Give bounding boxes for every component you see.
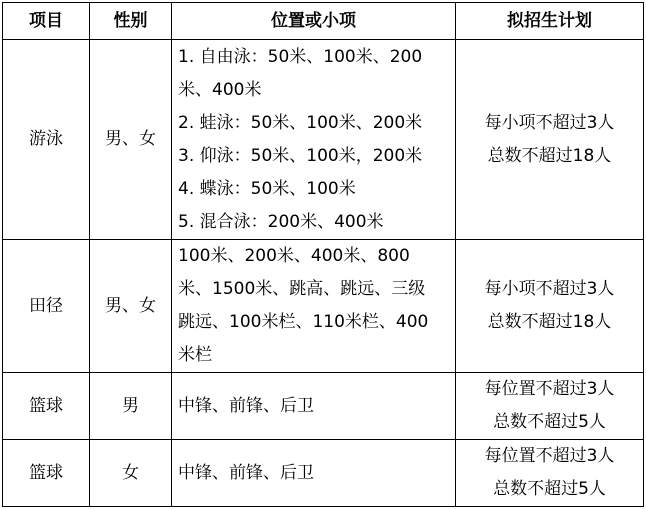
position-line: 米、400米 bbox=[178, 79, 262, 100]
plan-line: 总数不超过5人 bbox=[493, 479, 606, 499]
position-line: 3. 仰泳：50米、100米，200米 bbox=[178, 145, 423, 166]
plan-line: 每小项不超过3人 bbox=[484, 112, 615, 133]
table-row bbox=[3, 440, 644, 507]
plan-line: 每位置不超过3人 bbox=[484, 446, 615, 466]
positions-cell bbox=[172, 240, 456, 373]
table-row bbox=[3, 40, 644, 240]
position-line: 1. 自由泳：50米、100米、200 bbox=[178, 46, 423, 67]
position-line: 中锋、前锋、后卫 bbox=[178, 395, 314, 416]
plan-line: 总数不超过18人 bbox=[487, 312, 612, 332]
table-row bbox=[3, 240, 644, 373]
position-line: 4. 蝶泳：50米、100米 bbox=[178, 178, 356, 199]
project-cell: 篮球 bbox=[3, 373, 90, 440]
project-cell: 篮球 bbox=[3, 440, 90, 507]
gender-cell: 男 bbox=[90, 373, 172, 440]
plan-cell bbox=[456, 373, 644, 440]
plan-line: 每小项不超过3人 bbox=[484, 279, 615, 299]
position-line: 米栏 bbox=[178, 345, 212, 365]
plan-line: 总数不超过18人 bbox=[487, 145, 612, 166]
plan-line: 每位置不超过3人 bbox=[484, 379, 615, 399]
positions-cell bbox=[172, 440, 456, 507]
position-line: 2. 蛙泳：50米、100米、200米 bbox=[178, 112, 423, 133]
position-line: 跳远、100米栏、110米栏、400 bbox=[178, 312, 429, 332]
header-row bbox=[3, 3, 644, 40]
project-cell: 游泳 bbox=[3, 40, 90, 240]
plan-cell bbox=[456, 240, 644, 373]
gender-cell: 女 bbox=[90, 440, 172, 507]
position-line: 100米、200米、400米、800 bbox=[178, 246, 410, 266]
gender-cell: 男、女 bbox=[90, 240, 172, 373]
header-gender: 性别 bbox=[90, 3, 172, 40]
position-line: 5. 混合泳：200米、400米 bbox=[178, 211, 384, 232]
plan-cell bbox=[456, 40, 644, 240]
positions-cell bbox=[172, 40, 456, 240]
plan-cell bbox=[456, 440, 644, 507]
positions-cell bbox=[172, 373, 456, 440]
header-plan: 拟招生计划 bbox=[456, 3, 644, 40]
project-cell: 田径 bbox=[3, 240, 90, 373]
header-project: 项目 bbox=[3, 3, 90, 40]
position-line: 中锋、前锋、后卫 bbox=[178, 462, 314, 483]
position-line: 米、1500米、跳高、跳远、三级 bbox=[178, 279, 426, 299]
plan-line: 总数不超过5人 bbox=[493, 412, 606, 432]
enrollment-plan-table bbox=[2, 2, 644, 507]
table-row bbox=[3, 373, 644, 440]
gender-cell: 男、女 bbox=[90, 40, 172, 240]
header-positions: 位置或小项 bbox=[172, 3, 456, 40]
